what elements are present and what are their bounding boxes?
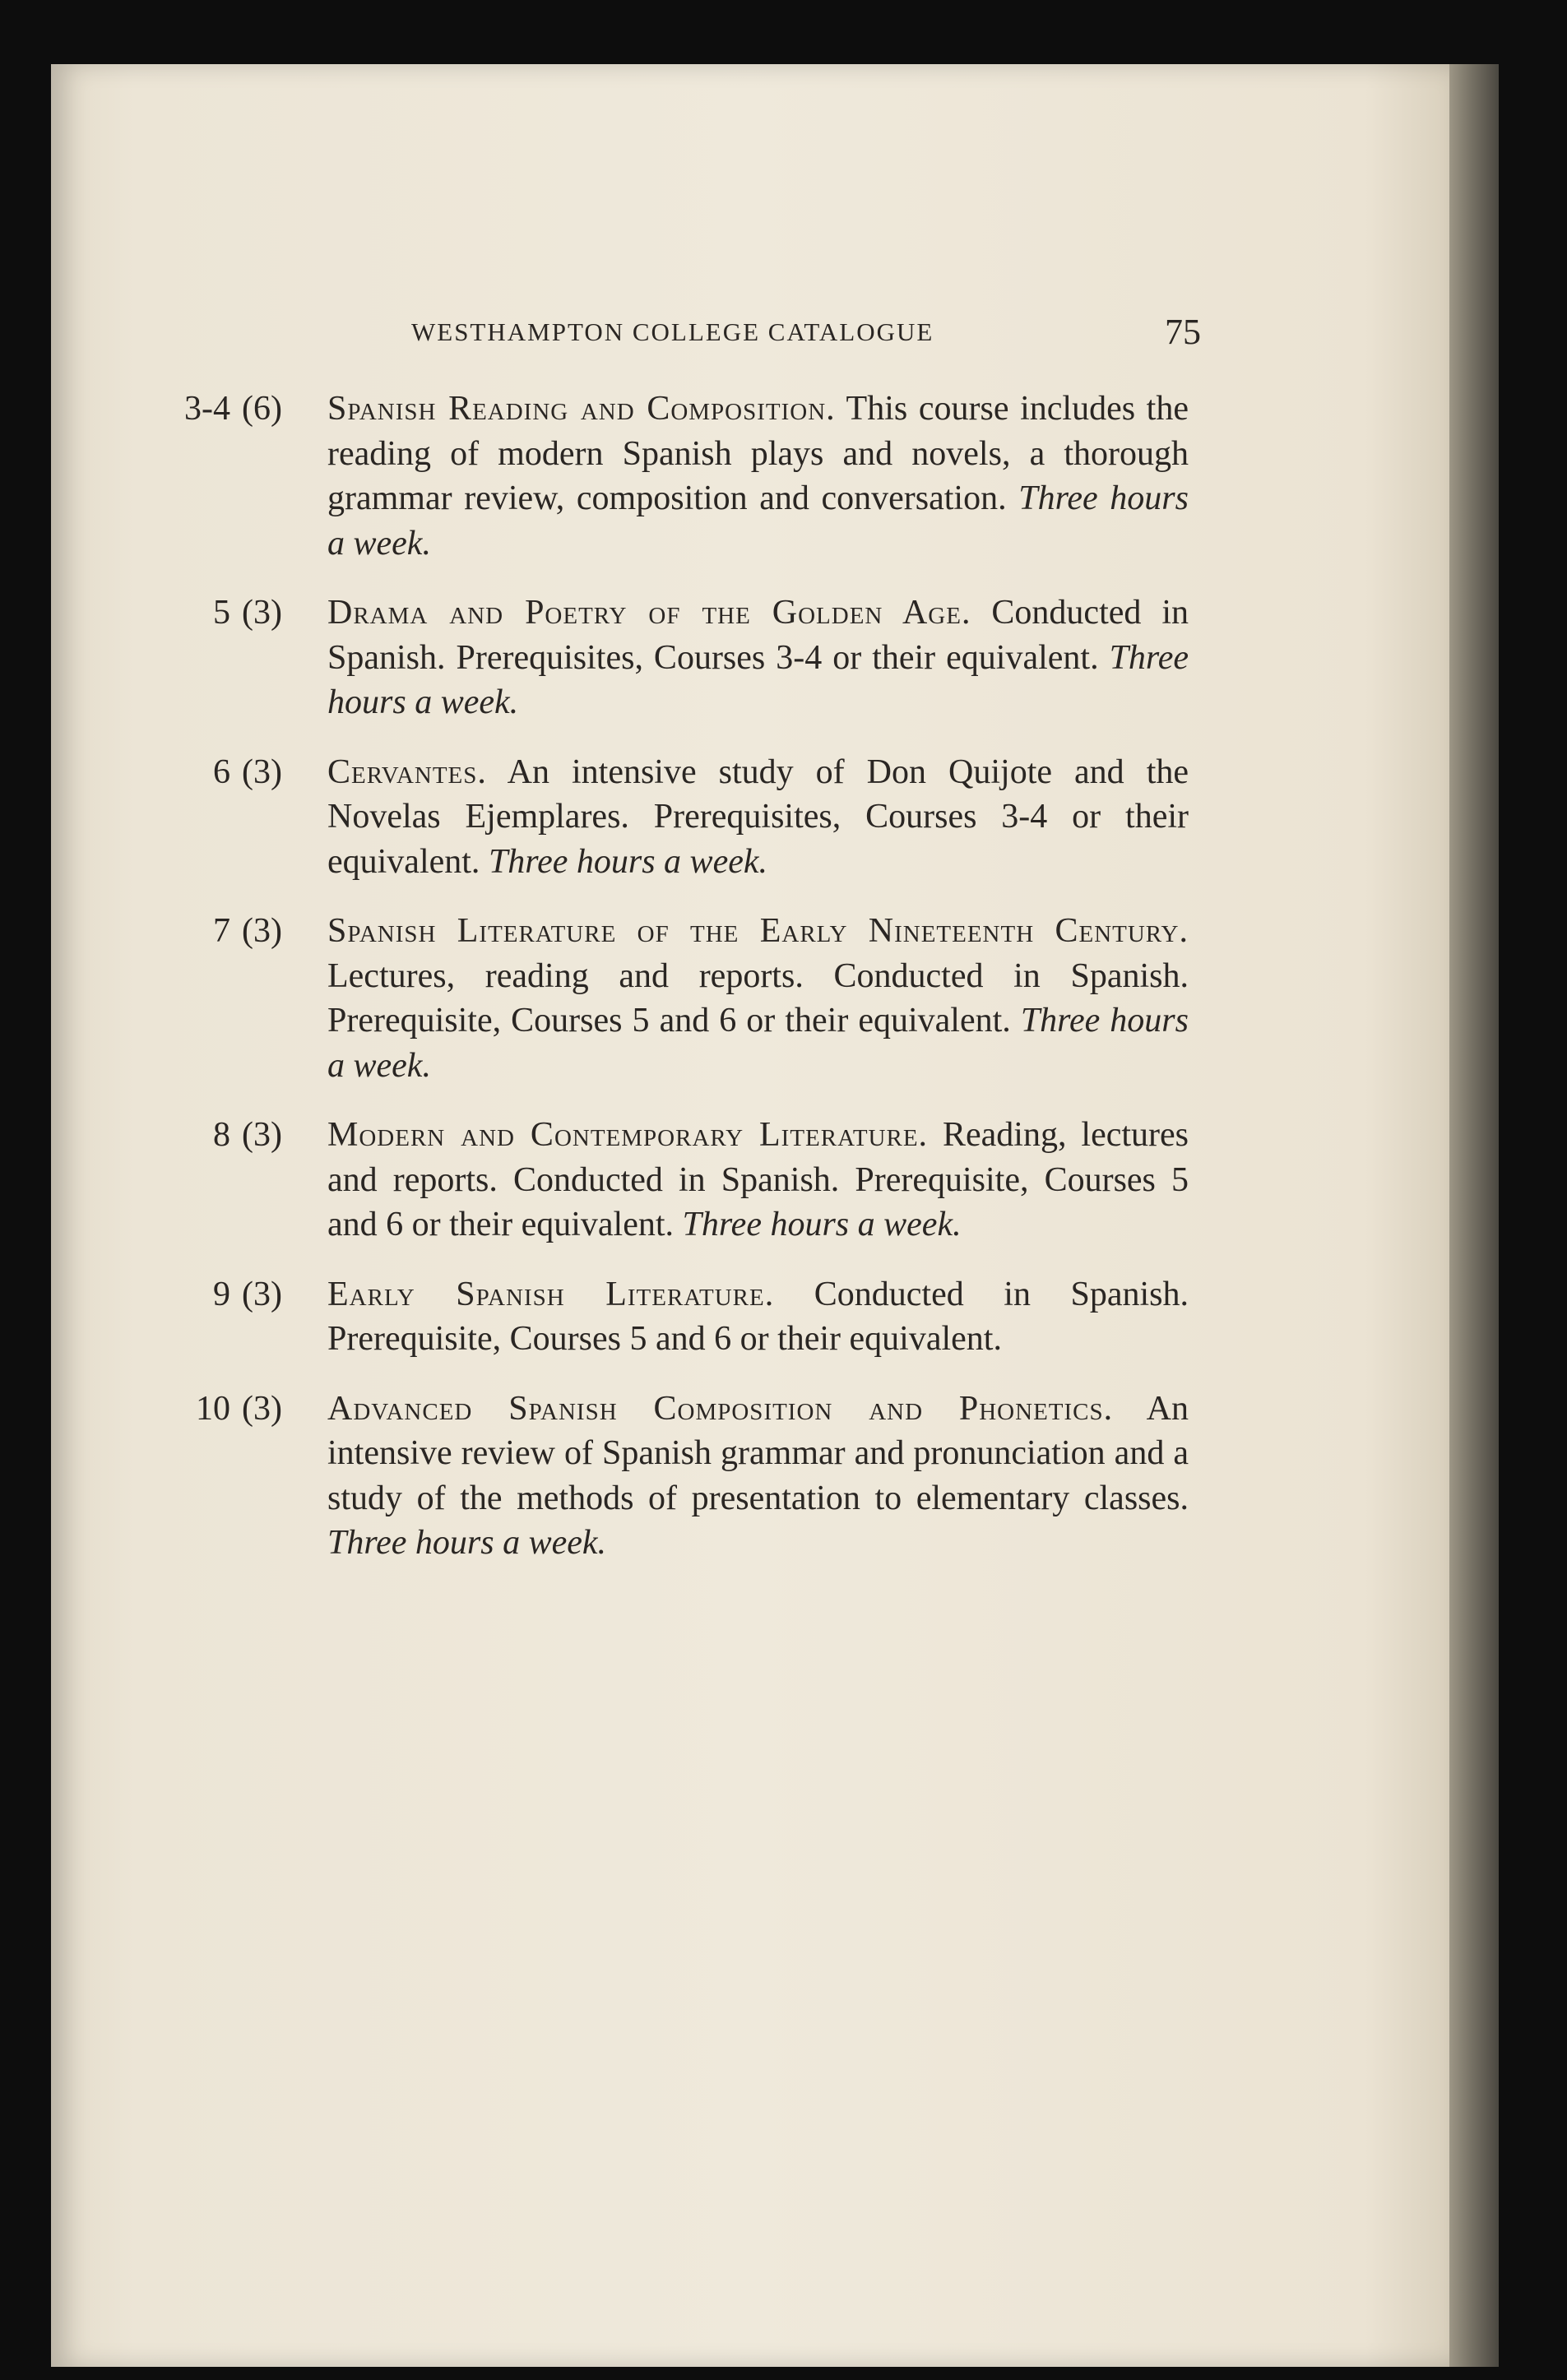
course-description: This course includes the reading of modern Spanish plays and novels, a thorough grammar review, composition and conversation.	[327, 390, 1189, 517]
course-credits: (3)	[242, 1116, 282, 1154]
course-hours: Three hours a week.	[682, 1206, 962, 1243]
course-number-group	[173, 590, 296, 636]
course-hours: Three hours a week.	[488, 842, 767, 881]
course-number-group	[173, 1272, 296, 1317]
page-edge	[1449, 64, 1499, 2367]
course-credits: (3)	[242, 1275, 282, 1313]
course-title: Cervantes.	[327, 752, 487, 791]
course-number-group	[173, 1387, 296, 1432]
course-description: An intensive review of Spanish grammar and pronunciation and a study of the methods of presentation to elementary classes.	[327, 1389, 1189, 1517]
course-title: Modern and Contemporary Literature.	[327, 1116, 929, 1154]
course-number: 9	[213, 1275, 230, 1313]
course-title: Early Spanish Literature.	[327, 1275, 775, 1313]
course-hours: Three hours a week.	[327, 479, 1189, 563]
course-number: 3-4	[184, 390, 230, 428]
course-description: Lectures, reading and reports. Conducted in Spanish. Prerequisite, Courses 5 and 6 or their equivalent.	[327, 956, 1189, 1040]
course-credits: (6)	[242, 390, 282, 428]
course-hours: Three hours a week.	[327, 1524, 607, 1562]
course-entry	[173, 750, 1189, 885]
course-hours: Three hours a week.	[327, 638, 1189, 721]
course-list	[173, 387, 1189, 1591]
course-number-group	[173, 750, 296, 795]
course-credits: (3)	[242, 1389, 282, 1428]
course-entry	[173, 1113, 1189, 1248]
course-description: An intensive study of Don Quijote and the Novelas Ejemplares. Prerequisites, Courses 3-4 or their equivalent.	[327, 752, 1189, 881]
course-title: Spanish Literature of the Early Nineteenth Century.	[327, 912, 1189, 950]
running-head: WESTHAMPTON COLLEGE CATALOGUE	[411, 317, 934, 346]
course-title: Drama and Poetry of the Golden Age.	[327, 594, 971, 632]
course-number: 5	[213, 594, 230, 632]
page-number: 75	[1165, 312, 1201, 352]
course-number: 6	[213, 752, 230, 791]
course-credits: (3)	[242, 594, 282, 632]
course-entry	[173, 1387, 1189, 1566]
course-hours: Three hours a week.	[327, 1002, 1189, 1085]
course-number-group	[173, 909, 296, 954]
course-title: Advanced Spanish Composition and Phonetics.	[327, 1389, 1114, 1428]
course-title: Spanish Reading and Composition.	[327, 390, 836, 428]
course-credits: (3)	[242, 752, 282, 791]
course-entry	[173, 909, 1189, 1088]
course-number: 8	[213, 1116, 230, 1154]
course-number: 7	[213, 912, 230, 950]
course-entry	[173, 1272, 1189, 1362]
course-description: Reading, lectures and reports. Conducted in Spanish. Prerequisite, Courses 5 and 6 or their equivalent.	[327, 1116, 1189, 1243]
course-number-group	[173, 1113, 296, 1158]
course-entry	[173, 387, 1189, 566]
course-number-group	[173, 387, 296, 432]
course-credits: (3)	[242, 912, 282, 950]
course-number: 10	[196, 1389, 230, 1428]
course-description: Conducted in Spanish. Prerequisites, Courses 3-4 or their equivalent.	[327, 594, 1189, 677]
course-description: Conducted in Spanish. Prerequisite, Courses 5 and 6 or their equivalent.	[327, 1275, 1189, 1358]
course-entry	[173, 590, 1189, 725]
